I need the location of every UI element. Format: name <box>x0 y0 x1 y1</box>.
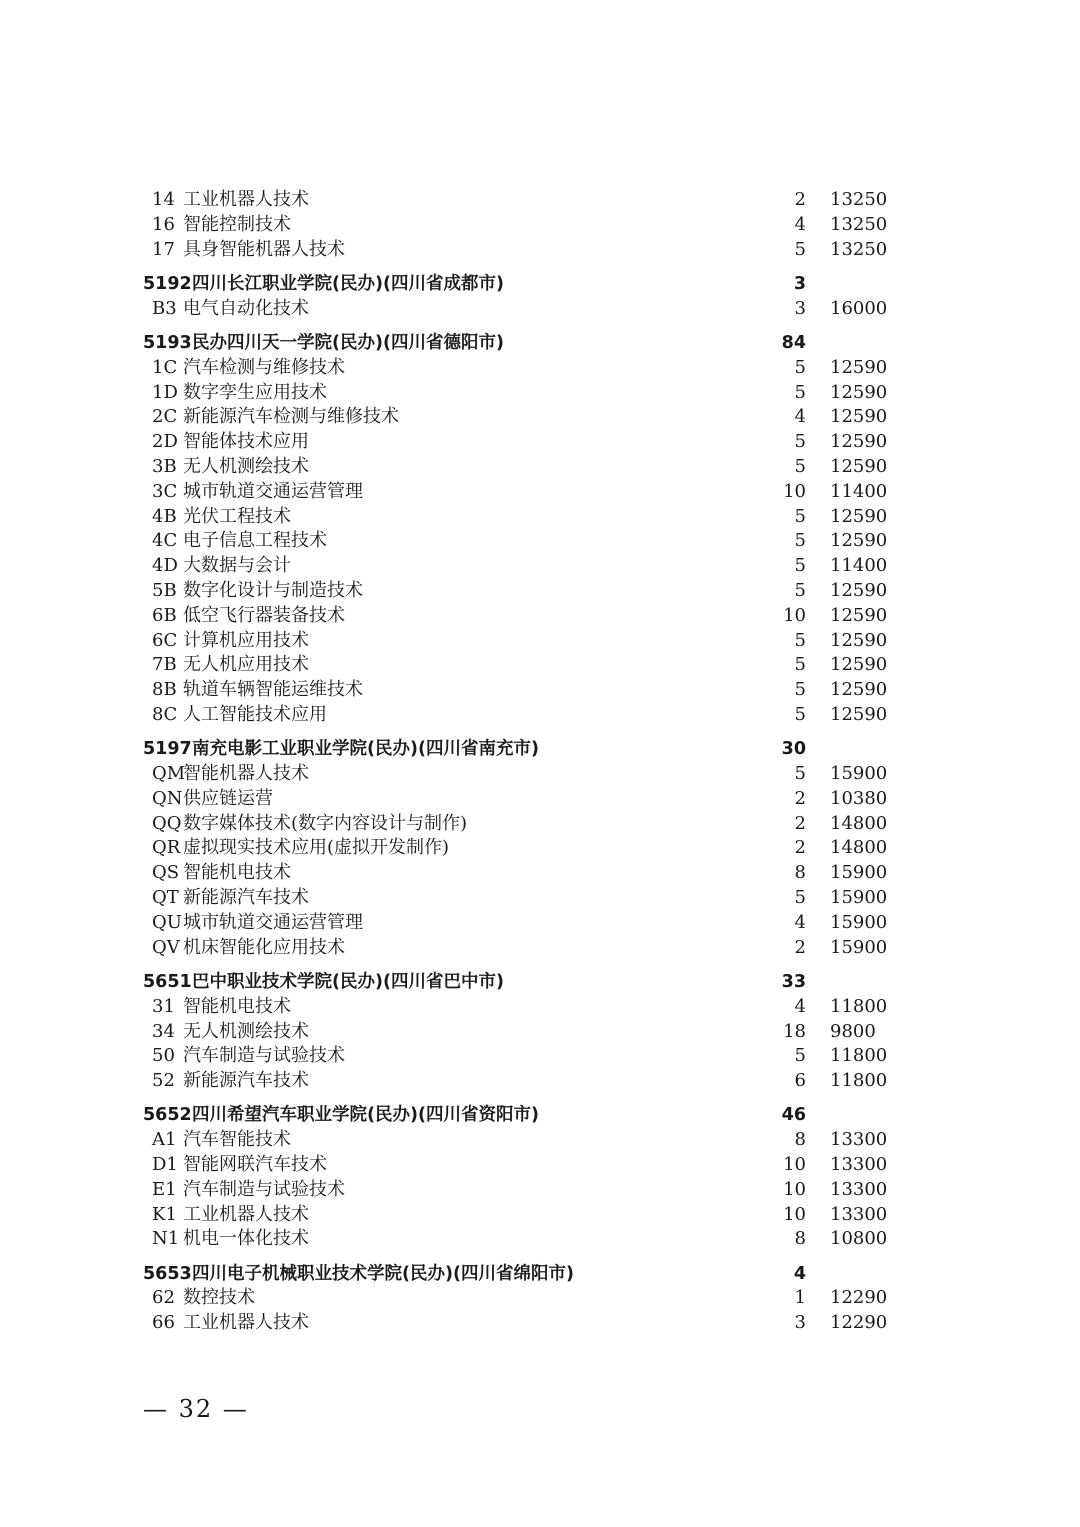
major-tuition: 12590 <box>830 579 888 601</box>
major-quota: 10 <box>783 1178 806 1200</box>
major-row <box>0 653 1080 678</box>
major-tuition: 15900 <box>830 862 888 884</box>
school-section <box>0 272 1080 322</box>
major-code: 4C <box>152 530 178 552</box>
major-quota: 2 <box>794 936 806 958</box>
major-tuition: 11800 <box>830 995 888 1017</box>
major-code: E1 <box>152 1178 177 1200</box>
major-code: 5B <box>152 579 177 601</box>
major-tuition: 12590 <box>830 654 888 676</box>
major-tuition: 10380 <box>830 787 888 809</box>
major-code: 31 <box>152 995 175 1017</box>
major-name: 供应链运营 <box>183 787 273 809</box>
major-code: 1C <box>152 356 178 378</box>
major-quota: 8 <box>794 1228 806 1250</box>
major-quota: 18 <box>783 1020 806 1042</box>
major-quota: 5 <box>794 455 806 477</box>
major-row <box>0 480 1080 505</box>
major-row <box>0 1286 1080 1311</box>
major-name: 新能源汽车检测与维修技术 <box>183 406 399 428</box>
major-name: 城市轨道交通运营管理 <box>183 911 363 933</box>
major-code: 14 <box>152 189 175 210</box>
major-quota: 5 <box>794 356 806 378</box>
school-total-quota: 30 <box>781 739 806 760</box>
major-tuition: 12590 <box>830 629 888 651</box>
major-tuition: 15900 <box>830 936 888 958</box>
school-header <box>0 331 1080 356</box>
major-code: 1D <box>152 381 178 403</box>
major-name: 无人机测绘技术 <box>183 455 309 477</box>
major-code: 2C <box>152 406 178 428</box>
school-code: 5193 <box>143 332 192 353</box>
major-quota: 4 <box>794 213 806 235</box>
major-tuition: 12590 <box>830 530 888 552</box>
major-name: 新能源汽车技术 <box>183 1070 309 1092</box>
major-row <box>0 455 1080 480</box>
major-code: 3B <box>152 455 177 477</box>
major-code: 62 <box>152 1287 175 1309</box>
major-code: 4B <box>152 505 177 527</box>
major-row <box>0 911 1080 936</box>
school-total-quota: 3 <box>793 273 806 294</box>
major-quota: 4 <box>794 911 806 933</box>
major-row <box>0 836 1080 861</box>
school-name: 四川电子机械职业技术学院(民办)(四川省绵阳市) <box>192 1263 574 1284</box>
major-row <box>0 995 1080 1020</box>
major-name: 虚拟现实技术应用(虚拟开发制作) <box>183 837 450 859</box>
school-section <box>0 188 1080 262</box>
major-name: 低空飞行器装备技术 <box>183 604 345 626</box>
major-code: QU <box>152 911 182 933</box>
major-quota: 5 <box>794 431 806 453</box>
major-tuition: 12590 <box>830 356 888 378</box>
major-tuition: 12290 <box>830 1287 888 1309</box>
major-name: 计算机应用技术 <box>183 629 309 651</box>
major-name: 智能网联汽车技术 <box>183 1153 327 1175</box>
school-name: 南充电影工业职业学院(民办)(四川省南充市) <box>192 739 539 760</box>
major-tuition: 12590 <box>830 703 888 725</box>
major-row <box>0 1227 1080 1252</box>
major-tuition: 12290 <box>830 1312 888 1334</box>
major-tuition: 16000 <box>830 297 888 319</box>
major-name: 智能机电技术 <box>183 862 291 884</box>
document-body <box>0 188 1080 1336</box>
major-code: D1 <box>152 1153 178 1175</box>
major-quota: 5 <box>794 654 806 676</box>
major-tuition: 13300 <box>830 1129 888 1151</box>
school-code: 5197 <box>143 739 192 760</box>
school-section <box>0 331 1080 728</box>
major-name: 数字化设计与制造技术 <box>183 579 363 601</box>
school-name: 巴中职业技术学院(民办)(四川省巴中市) <box>192 971 504 992</box>
major-quota: 5 <box>794 629 806 651</box>
school-header <box>0 1262 1080 1287</box>
major-row <box>0 1178 1080 1203</box>
major-tuition: 12590 <box>830 604 888 626</box>
major-name: 大数据与会计 <box>183 555 291 577</box>
major-quota: 10 <box>783 604 806 626</box>
major-quota: 3 <box>794 297 806 319</box>
major-code: 6B <box>152 604 177 626</box>
major-quota: 5 <box>794 887 806 909</box>
major-tuition: 12590 <box>830 505 888 527</box>
major-name: 智能机电技术 <box>183 995 291 1017</box>
major-code: QS <box>152 862 180 884</box>
major-quota: 5 <box>794 555 806 577</box>
major-name: 机床智能化应用技术 <box>183 936 345 958</box>
major-code: N1 <box>152 1228 180 1250</box>
major-row <box>0 381 1080 406</box>
major-quota: 5 <box>794 703 806 725</box>
school-header <box>0 272 1080 297</box>
major-quota: 10 <box>783 1203 806 1225</box>
major-code: A1 <box>152 1129 177 1151</box>
major-quota: 4 <box>794 406 806 428</box>
major-tuition: 15900 <box>830 887 888 909</box>
major-row <box>0 1044 1080 1069</box>
major-code: 66 <box>152 1312 175 1334</box>
major-code: 7B <box>152 654 177 676</box>
major-row <box>0 579 1080 604</box>
major-row <box>0 213 1080 238</box>
major-row <box>0 787 1080 812</box>
school-section <box>0 737 1080 960</box>
major-tuition: 13300 <box>830 1178 888 1200</box>
major-name: 电子信息工程技术 <box>183 530 327 552</box>
school-code: 5651 <box>143 971 192 992</box>
major-row <box>0 1020 1080 1045</box>
major-code: B3 <box>152 297 177 319</box>
major-name: 汽车检测与维修技术 <box>183 356 345 378</box>
major-tuition: 9800 <box>830 1020 876 1042</box>
major-row <box>0 505 1080 530</box>
major-name: 机电一体化技术 <box>183 1228 309 1250</box>
major-tuition: 14800 <box>830 812 888 834</box>
school-section <box>0 1262 1080 1336</box>
major-row <box>0 356 1080 381</box>
major-quota: 8 <box>794 1129 806 1151</box>
school-code: 5192 <box>143 273 192 294</box>
major-row <box>0 297 1080 322</box>
major-code: 6C <box>152 629 178 651</box>
major-quota: 2 <box>794 787 806 809</box>
major-name: 轨道车辆智能运维技术 <box>183 679 363 701</box>
major-name: 数字孪生应用技术 <box>183 381 327 403</box>
major-row <box>0 629 1080 654</box>
major-name: 电气自动化技术 <box>183 297 309 319</box>
major-row <box>0 238 1080 263</box>
major-name: 具身智能机器人技术 <box>183 238 345 260</box>
major-row <box>0 1069 1080 1094</box>
major-row <box>0 405 1080 430</box>
major-row <box>0 188 1080 213</box>
major-name: 无人机测绘技术 <box>183 1020 309 1042</box>
major-code: QV <box>152 936 180 958</box>
major-row <box>0 936 1080 961</box>
major-tuition: 12590 <box>830 431 888 453</box>
major-tuition: 12590 <box>830 679 888 701</box>
school-header <box>0 970 1080 995</box>
major-quota: 5 <box>794 238 806 260</box>
major-code: QQ <box>152 812 182 834</box>
major-name: 数控技术 <box>183 1287 255 1309</box>
school-name: 四川希望汽车职业学院(民办)(四川省资阳市) <box>192 1105 539 1126</box>
major-name: 智能体技术应用 <box>183 431 309 453</box>
school-section <box>0 1103 1080 1252</box>
major-code: 8C <box>152 703 178 725</box>
school-code: 5653 <box>143 1263 192 1284</box>
major-code: 8B <box>152 679 177 701</box>
major-tuition: 11800 <box>830 1045 888 1067</box>
major-name: 城市轨道交通运营管理 <box>183 480 363 502</box>
major-tuition: 15900 <box>830 911 888 933</box>
major-name: 数字媒体技术(数字内容设计与制作) <box>183 812 468 834</box>
school-total-quota: 46 <box>781 1105 806 1126</box>
major-quota: 5 <box>794 1045 806 1067</box>
major-quota: 1 <box>794 1287 806 1309</box>
major-quota: 10 <box>783 480 806 502</box>
school-name: 民办四川天一学院(民办)(四川省德阳市) <box>192 332 504 353</box>
school-section <box>0 970 1080 1094</box>
major-quota: 8 <box>794 862 806 884</box>
major-row <box>0 1311 1080 1336</box>
major-row <box>0 430 1080 455</box>
major-quota: 10 <box>783 1153 806 1175</box>
major-name: 光伏工程技术 <box>183 505 291 527</box>
school-code: 5652 <box>143 1105 192 1126</box>
major-tuition: 14800 <box>830 837 888 859</box>
major-row <box>0 1153 1080 1178</box>
major-tuition: 11800 <box>830 1070 888 1092</box>
major-row <box>0 1128 1080 1153</box>
school-header <box>0 1103 1080 1128</box>
major-quota: 5 <box>794 381 806 403</box>
major-tuition: 11400 <box>830 480 888 502</box>
school-header <box>0 737 1080 762</box>
major-tuition: 12590 <box>830 381 888 403</box>
major-row <box>0 554 1080 579</box>
page-number: — 32 — <box>143 1395 249 1423</box>
major-name: 工业机器人技术 <box>183 189 309 210</box>
major-tuition: 13250 <box>830 213 888 235</box>
major-code: 2D <box>152 431 178 453</box>
major-row <box>0 703 1080 728</box>
major-quota: 2 <box>794 837 806 859</box>
major-name: 无人机应用技术 <box>183 654 309 676</box>
major-code: QM <box>152 763 186 785</box>
major-row <box>0 861 1080 886</box>
major-quota: 2 <box>794 812 806 834</box>
major-code: 3C <box>152 480 178 502</box>
major-row <box>0 529 1080 554</box>
major-code: 17 <box>152 238 175 260</box>
major-code: QT <box>152 887 179 909</box>
major-row <box>0 678 1080 703</box>
major-tuition: 13300 <box>830 1203 888 1225</box>
major-row <box>0 1203 1080 1228</box>
major-tuition: 10800 <box>830 1228 888 1250</box>
major-code: QN <box>152 787 183 809</box>
school-total-quota: 84 <box>781 332 806 353</box>
major-quota: 5 <box>794 505 806 527</box>
major-name: 新能源汽车技术 <box>183 887 309 909</box>
major-quota: 6 <box>794 1070 806 1092</box>
major-quota: 5 <box>794 763 806 785</box>
major-row <box>0 812 1080 837</box>
major-code: 52 <box>152 1070 175 1092</box>
major-name: 工业机器人技术 <box>183 1203 309 1225</box>
major-code: 50 <box>152 1045 175 1067</box>
major-row <box>0 762 1080 787</box>
major-code: 34 <box>152 1020 175 1042</box>
school-total-quota: 33 <box>781 971 806 992</box>
major-name: 人工智能技术应用 <box>183 703 327 725</box>
major-tuition: 12590 <box>830 455 888 477</box>
major-code: QR <box>152 837 181 859</box>
major-quota: 5 <box>794 530 806 552</box>
major-code: 4D <box>152 555 178 577</box>
major-quota: 5 <box>794 579 806 601</box>
major-name: 智能机器人技术 <box>183 763 309 785</box>
major-name: 汽车制造与试验技术 <box>183 1045 345 1067</box>
major-name: 智能控制技术 <box>183 213 291 235</box>
major-name: 汽车制造与试验技术 <box>183 1178 345 1200</box>
major-name: 汽车智能技术 <box>183 1129 291 1151</box>
major-tuition: 13300 <box>830 1153 888 1175</box>
major-tuition: 12590 <box>830 406 888 428</box>
major-code: K1 <box>152 1203 177 1225</box>
major-quota: 3 <box>794 1312 806 1334</box>
school-total-quota: 4 <box>793 1263 806 1284</box>
major-tuition: 13250 <box>830 189 888 210</box>
major-name: 工业机器人技术 <box>183 1312 309 1334</box>
major-code: 16 <box>152 213 175 235</box>
major-row <box>0 604 1080 629</box>
major-quota: 5 <box>794 679 806 701</box>
school-name: 四川长江职业学院(民办)(四川省成都市) <box>192 273 504 294</box>
major-tuition: 13250 <box>830 238 888 260</box>
major-tuition: 15900 <box>830 763 888 785</box>
major-row <box>0 886 1080 911</box>
major-tuition: 11400 <box>830 555 888 577</box>
major-quota: 2 <box>794 189 806 210</box>
major-quota: 4 <box>794 995 806 1017</box>
